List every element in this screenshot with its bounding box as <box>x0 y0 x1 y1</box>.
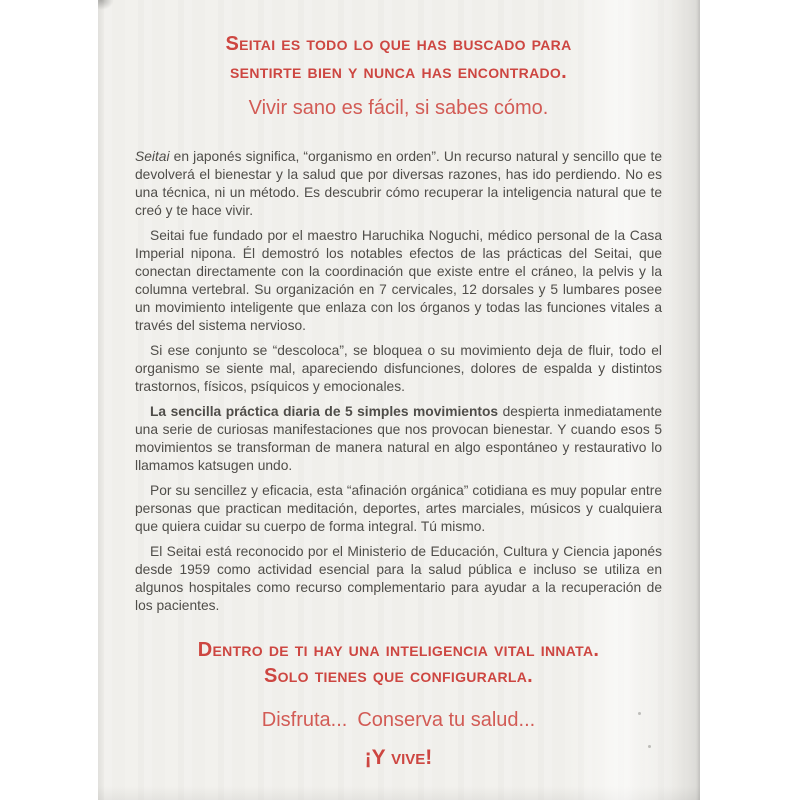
body-paragraph-5: Por su sencillez y eficacia, esta “afinación orgánica” cotidiana es muy popular entre personas que practican meditación, deportes, artes marciales, músicos y cualquiera que quiera cuidar su cuerpo de forma integral. Tú mismo. <box>135 483 662 534</box>
bottom-heading-line1: Dentro de ti hay una inteligencia vital innata. <box>197 639 600 661</box>
subtitle: Vivir sano es fácil, si sabes cómo. <box>248 97 549 119</box>
top-heading <box>135 30 662 86</box>
body-paragraph-4 <box>135 403 662 475</box>
body-paragraph-3: Si ese conjunto se “descoloca”, se bloquea o su movimiento deja de fluir, todo el organismo se siente mal, apareciendo disfunciones, dolores de espalda y distintos trastornos, físicos, psíquicos y emocionales. <box>135 343 662 394</box>
paragraph-1-lead-italic: Seitai <box>135 149 170 164</box>
scanned-page <box>98 0 700 800</box>
bottom-heading-line2: Solo tienes que configurarla. <box>263 665 534 687</box>
body-paragraph-6: El Seitai está reconocido por el Ministerio de Educación, Cultura y Ciencia japonés desde 1959 como actividad esencial para la salud pública e incluso se utiliza en algunos hospitales como recurso complementario para ayudar a la recuperación de los pacientes. <box>135 544 662 613</box>
page-content <box>98 0 700 770</box>
bottom-heading <box>135 637 662 689</box>
body-paragraph-1 <box>135 148 662 220</box>
top-heading-line2: sentirte bien y nunca has encontrado. <box>230 61 567 83</box>
body-text <box>135 148 662 615</box>
body-paragraph-2: Seitai fue fundado por el maestro Haruchika Noguchi, médico personal de la Casa Imperial nipona. Él demostró los notables efectos de las prácticas del Seitai, que conectan directamente con la coordinación que existe entre el cráneo, la pelvis y la columna vertebral. Su organización en 7 cervicales, 12 dorsales y 5 lumbares posee un movimiento inteligente que enlaza con los órganos y todas las funciones vitales a través del sistema nervioso. <box>135 228 662 333</box>
final-line: ¡Y vive! <box>364 746 433 769</box>
top-heading-line1: Seitai es todo lo que has buscado para <box>225 33 572 55</box>
paragraph-1-rest: en japonés significa, “organismo en orden”. Un recurso natural y sencillo que te devolverá el bienestar y la salud que por diversas razones, has ido perdiendo. No es una técnica, ni un método. Es descubrir cómo recuperar la inteligencia natural que te creó y te hace vivir. <box>135 149 662 218</box>
paragraph-4-rest: despierta inmediatamente una serie de curiosas manifestaciones que nos provocan bienestar. Y cuando esos 5 movimientos se transforman de manera natural en algo espontáneo y restaurativo lo llamamos katsugen undo. <box>135 404 662 473</box>
closing-line: Disfruta... Conserva tu salud... <box>261 709 536 731</box>
paragraph-4-lead-bold: La sencilla práctica diaria de 5 simples movimientos <box>150 404 499 419</box>
